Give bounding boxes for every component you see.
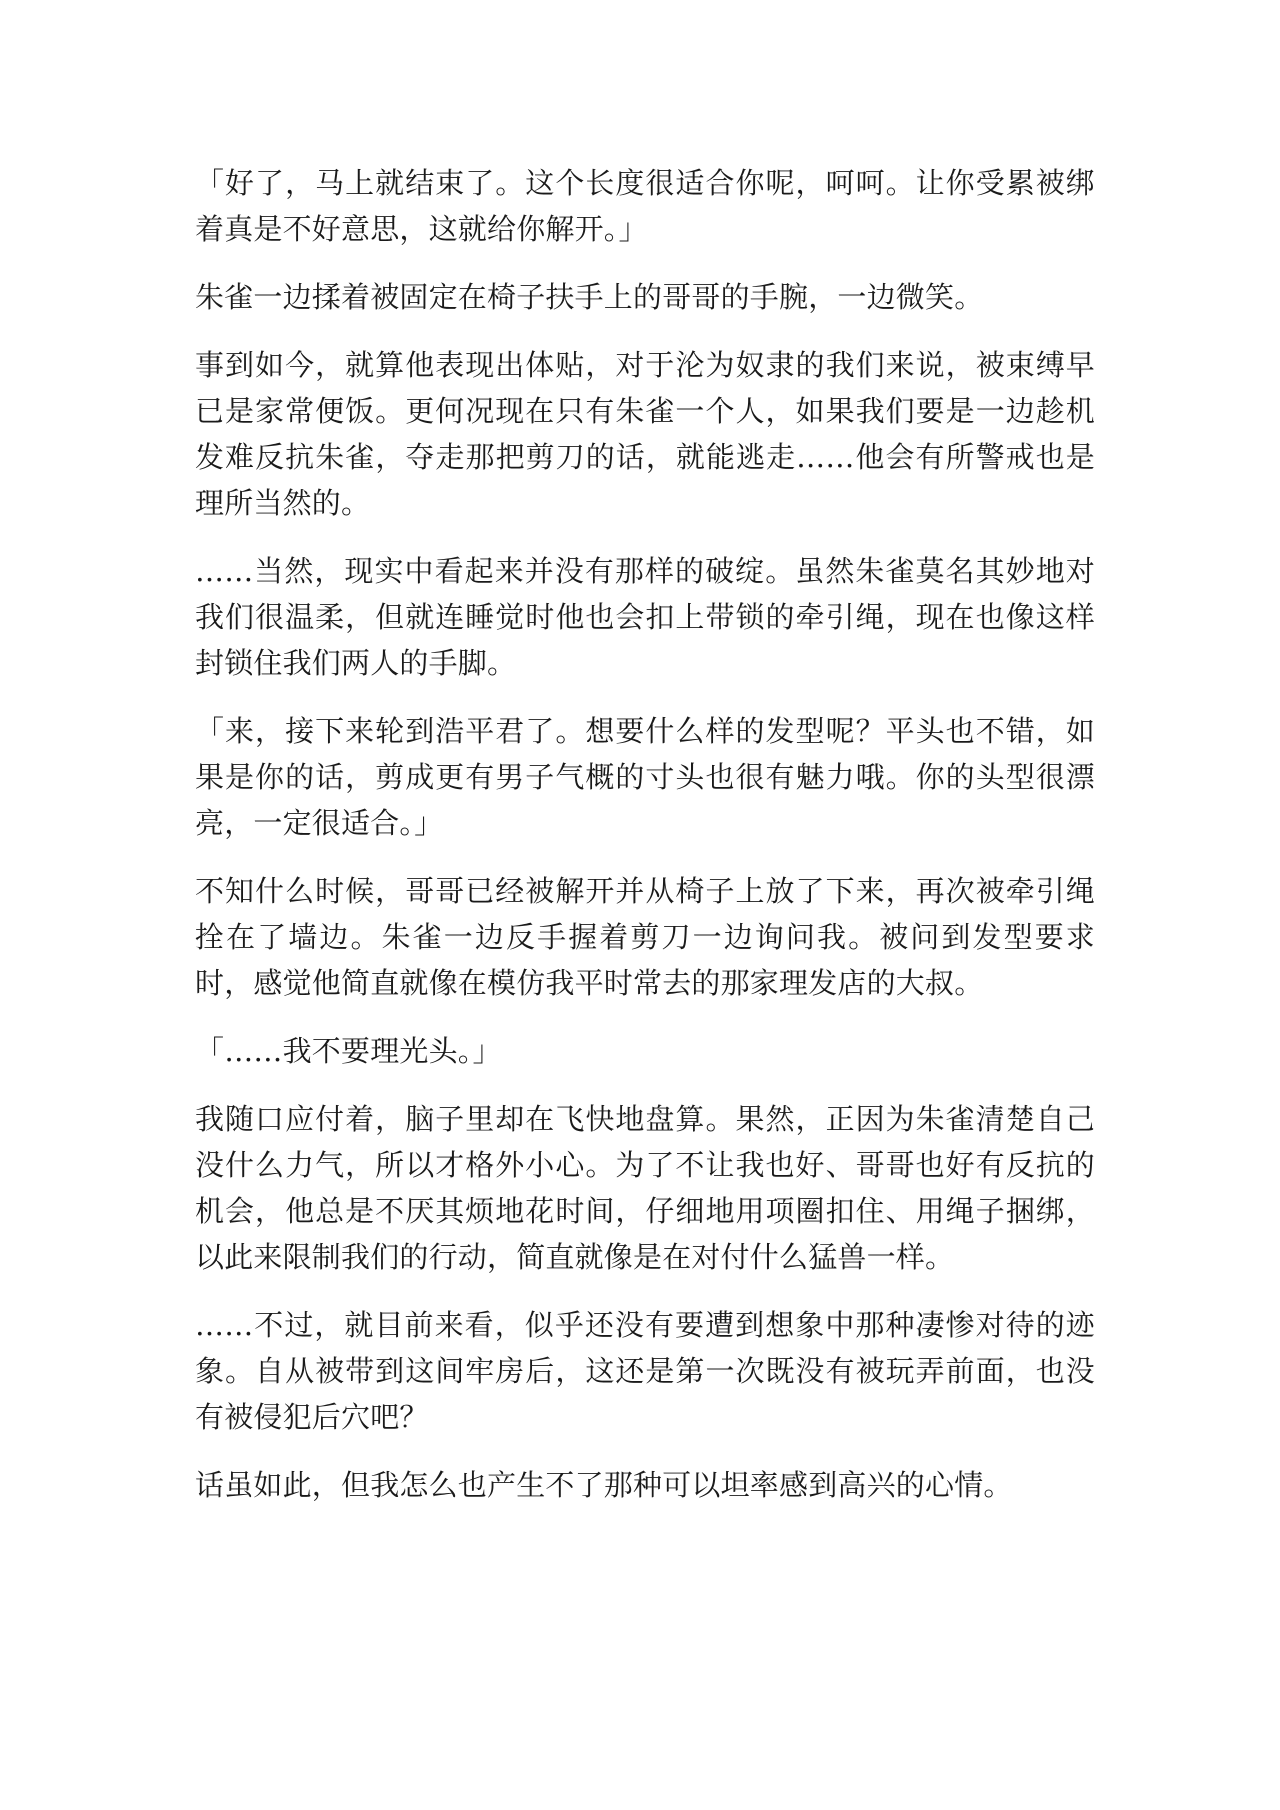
paragraph-9: ……不过，就目前来看，似乎还没有要遭到想象中那种凄惨对待的迹象。自从被带到这间牢房后，这还是第一次既没有被玩弄前面，也没有被侵犯后穴吧？ [195, 1308, 1095, 1434]
body-text [195, 160, 1095, 1530]
paragraph-1: 「好了，马上就结束了。这个长度很适合你呢，呵呵。让你受累被绑着真是不好意思，这就给你解开。」 [195, 166, 1095, 246]
paragraph-4: ……当然，现实中看起来并没有那样的破绽。虽然朱雀莫名其妙地对我们很温柔，但就连睡觉时他也会扣上带锁的牵引绳，现在也像这样封锁住我们两人的手脚。 [195, 554, 1095, 680]
paragraph-5: 「来，接下来轮到浩平君了。想要什么样的发型呢？平头也不错，如果是你的话，剪成更有男子气概的寸头也很有魅力哦。你的头型很漂亮，一定很适合。」 [195, 714, 1095, 840]
paragraph-10: 话虽如此，但我怎么也产生不了那种可以坦率感到高兴的心情。 [195, 1468, 1013, 1502]
paragraph-6: 不知什么时候，哥哥已经被解开并从椅子上放了下来，再次被牵引绳拴在了墙边。朱雀一边反手握着剪刀一边询问我。被问到发型要求时，感觉他简直就像在模仿我平时常去的那家理发店的大叔。 [195, 874, 1095, 1000]
paragraph-8: 我随口应付着，脑子里却在飞快地盘算。果然，正因为朱雀清楚自己没什么力气，所以才格外小心。为了不让我也好、哥哥也好有反抗的机会，他总是不厌其烦地花时间，仔细地用项圈扣住、用绳子捆绑，以此来限制我们的行动，简直就像是在对付什么猛兽一样。 [195, 1102, 1095, 1274]
paragraph-7: 「……我不要理光头。」 [195, 1034, 502, 1068]
paragraph-2: 朱雀一边揉着被固定在椅子扶手上的哥哥的手腕，一边微笑。 [195, 280, 984, 314]
paragraph-3: 事到如今，就算他表现出体贴，对于沦为奴隶的我们来说，被束缚早已是家常便饭。更何况现在只有朱雀一个人，如果我们要是一边趁机发难反抗朱雀，夺走那把剪刀的话，就能逃走……他会有所警戒也是理所当然的。 [195, 348, 1095, 520]
